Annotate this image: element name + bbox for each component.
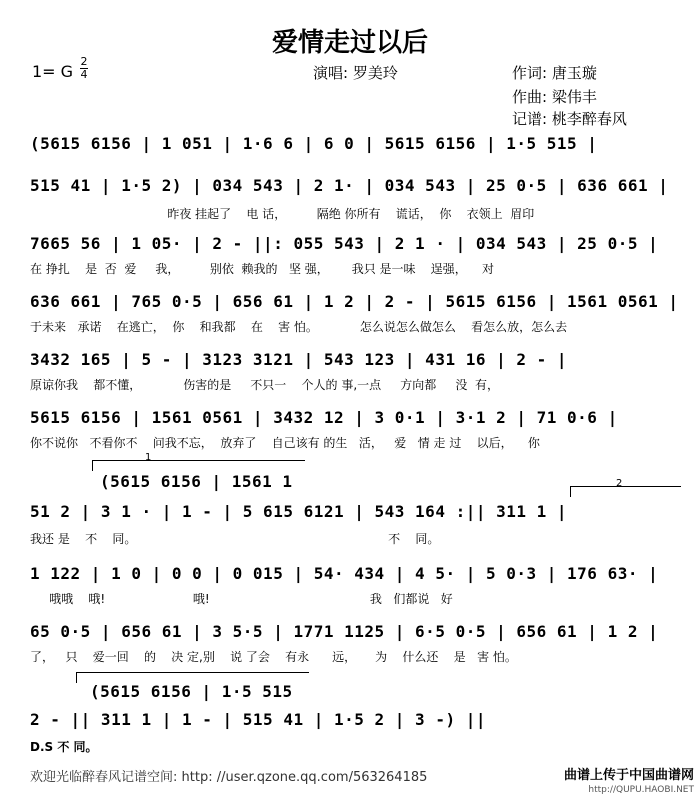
lyric-line-9: 了， 只 爱一回 的 决 定,别 说 了会 有永 远， 为 什么还 是 害 怕。 <box>30 650 517 664</box>
lyric-line-3: 在 挣扎 是 否 爱 我， 别依 赖我的 坚 强， 我只 是一味 逞强， 对 <box>30 262 495 276</box>
lyricist-credit: 作词: 唐玉璇 <box>512 64 597 82</box>
time-signature-top: 2 <box>80 55 88 68</box>
lyric-line-5: 原谅你我 都不懂， 伤害的是 不只一 个人的 事,一点 方向都 没 有， <box>30 378 499 392</box>
footer-note: 欢迎光临醉春风记谱空间: http: //user.qzone.qq.com/563264185 <box>30 770 428 785</box>
lyric-line-10: D.S 不 同。 <box>30 740 98 754</box>
lyric-line-2: 昨夜 挂起了 电 话， 隔绝 你所有 谎话， 你 衣领上 眉印 <box>30 207 535 221</box>
composer-credit: 作曲: 梁伟丰 <box>512 88 597 106</box>
lyric-line-6: 你不说你 不看你不 问我不忘， 放弃了 自己该有 的生 活， 爱 情 走 过 以后， 你 <box>30 436 540 450</box>
transcriber-credit: 记谱: 桃李醉春风 <box>512 110 627 128</box>
volta-2-number: 2 <box>616 478 623 489</box>
staff-line-6: 5615 6156 | 1561 0561 | 3432 12 | 3 0·1 | 3·1 2 | 71 0·6 | <box>30 408 618 427</box>
staff-line-5: 3432 165 | 5 - | 3123 3121 | 543 123 | 431 16 | 2 - | <box>30 350 568 369</box>
coda-passage: (5615 6156 | 1·5 515 <box>90 682 293 701</box>
staff-line-9: 65 0·5 | 656 61 | 3 5·5 | 1771 1125 | 6·5 0·5 | 656 61 | 1 2 | <box>30 622 659 641</box>
staff-line-2: 515 41 | 1·5 2) | 034 543 | 2 1· | 034 543 | 25 0·5 | 636 661 | <box>30 176 669 195</box>
volta-1-passage: (5615 6156 | 1561 1 <box>100 472 293 491</box>
singer-credit: 演唱: 罗美玲 <box>313 64 398 82</box>
time-signature-bottom: 4 <box>80 68 88 81</box>
page-title: 爱情走过以后 <box>271 28 428 58</box>
watermark-line-1: 曲谱上传于中国曲谱网 <box>563 768 694 783</box>
staff-line-10: 2 - || 311 1 | 1 - | 515 41 | 1·5 2 | 3 -) || <box>30 710 486 729</box>
lyric-line-8: 哦哦 哦! 哦! 我 们都说 好 <box>30 592 453 606</box>
volta-2-bracket <box>570 478 681 497</box>
volta-1-bracket <box>92 452 305 471</box>
lyric-line-4: 于未来 承诺 在逃亡， 你 和我都 在 害 怕。 怎么说怎么做怎么 看怎么放，怎么去 <box>30 320 568 334</box>
lyric-line-7: 我还 是 不 同。 不 同。 <box>30 532 440 546</box>
staff-line-8: 1 122 | 1 0 | 0 0 | 0 015 | 54· 434 | 4 5· | 5 0·3 | 176 63· | <box>30 564 659 583</box>
volta-1-number: 1 <box>145 452 152 463</box>
staff-line-3: 7665 56 | 1 05· | 2 - ||: 055 543 | 2 1 · | 034 543 | 25 0·5 | <box>30 234 659 253</box>
staff-line-7: 51 2 | 3 1 · | 1 - | 5 615 6121 | 543 164 :|| 311 1 | <box>30 502 568 521</box>
key-signature: 1= G <box>32 62 74 81</box>
staff-line-1: (5615 6156 | 1 051 | 1·6 6 | 6 0 | 5615 6156 | 1·5 515 | <box>30 134 598 153</box>
time-signature <box>80 57 88 80</box>
watermark-line-2: http://QUPU.HAOBI.NET <box>588 785 694 795</box>
staff-line-4: 636 661 | 765 0·5 | 656 61 | 1 2 | 2 - | 5615 6156 | 1561 0561 | <box>30 292 679 311</box>
